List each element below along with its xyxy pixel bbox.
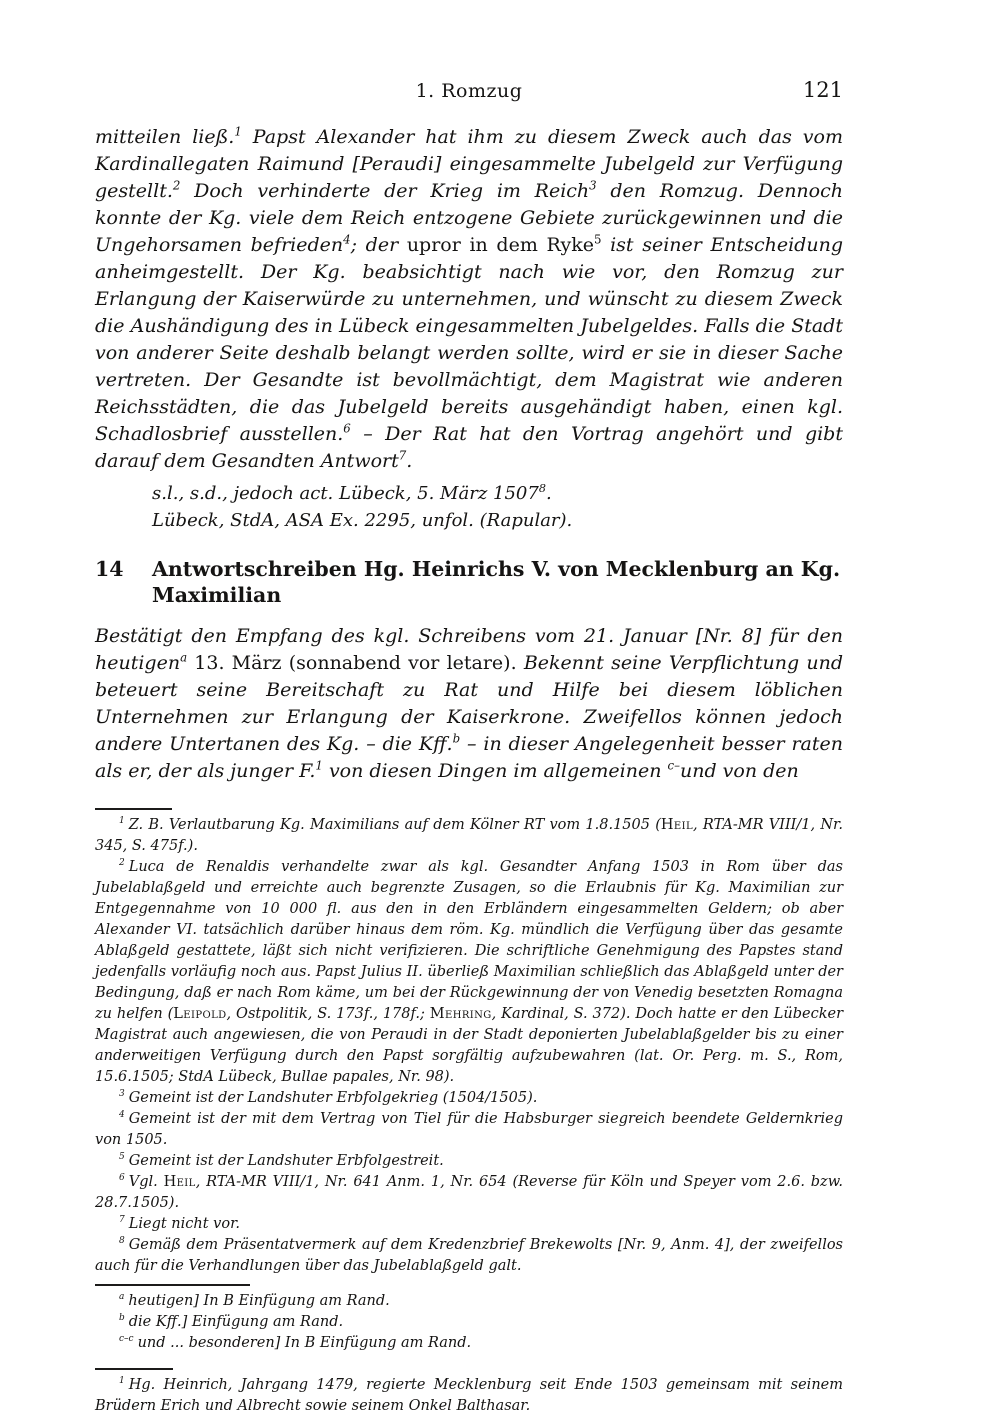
text-segment: ist seiner Entscheidung anheimgestellt. Der Kg. beabsichtigt nach wie vor, den Romzug zur Erlangung der Kaiserwürde zu unternehmen, und wünscht zu diesem Zweck die Aushändigung des in Lübeck eingesammelten Jubelgeldes. Falls die Stadt von anderer Seite deshalb belangt werden sollte, wird er sie in dieser Sache vertreten. Der Gesandte ist bevollmächtigt, dem Magistrat wie anderen Reichsstädten, die das Jubelgeld bereits ausgehändigt haben, einen kgl. Schadlosbrief ausstellen. — [95, 234, 843, 445]
footnote — [95, 857, 843, 1088]
footnote-marker: 2 — [119, 858, 125, 869]
superscript-ref: 6 — [343, 421, 351, 436]
text-segment: Luca de Renaldis verhandelte zwar als kgl. Gesandter Anfang 1503 in Rom über das Jubelablaßgeld und erreichte auch begrenzte Zusagen, so die Erlaubnis für Kg. Maximilian zur Entgegennahme von 10 000 fl. aus den in den Erbländern eingesammelten Geldern; ob aber Alexander VI. tatsächlich darüber hinaus dem röm. Kg. mündlich die Verfügung über das gesamte Ablaßgeld gestattete, läßt sich nicht verifizieren. Die schriftliche Genehmigung des Papstes stand jedenfalls vorläufig noch aus. Papst Julius II. überließ Maximilian schließlich das Ablaßgeld unter der Bedingung, daß er nach Rom käme, um bei der Rückgewinnung der von Venedig besetzten Romagna zu helfen ( — [95, 859, 843, 1022]
text-segment: und von den — [679, 760, 799, 782]
text-segment: , Kardinal, S. 372). Doch hatte er den Lübecker Magistrat auch angewiesen, die von Peraudi in der Stadt deponierten Jubelablaßgelder bis zu einer anderweitigen Verfügung durch den Papst sorgfältig aufzubewahren (lat. Or. Perg. m. S., Rom, 15.6.1505; StdA Lübeck, Bullae papales, Nr. 98). — [95, 1006, 843, 1085]
footnote — [95, 1333, 843, 1354]
footnote-marker: 1 — [119, 1376, 125, 1387]
final-note-separator-rule — [95, 1368, 173, 1370]
text-segment: Bekennt seine Verpflichtung und beteuert seine Bereitschaft zu Rat und Hilfe bei diesem löblichen Unternehmen zur Erlangung der Kaiserkrone. Zweifellos können jedoch andere Untertanen des Kg. – die Kff. — [95, 652, 844, 755]
text-segment: Z. B. Verlautbarung Kg. Maximilians auf dem Kölner RT vom 1.8.1505 ( — [128, 817, 661, 833]
footnote — [95, 1235, 843, 1277]
text-segment: 13. März (sonnabend vor letare). — [187, 652, 524, 674]
entry14-number: 14 — [95, 557, 124, 581]
footnotes-section — [95, 815, 843, 1277]
text-segment: mitteilen ließ. — [95, 126, 235, 148]
footnote-marker: b — [119, 1313, 125, 1324]
footnote — [95, 1291, 843, 1312]
footnote — [95, 1214, 843, 1235]
superscript-ref: 4 — [343, 232, 351, 247]
text-segment: die Kff.] Einfügung am Rand. — [128, 1314, 344, 1330]
text-segment: – Der Rat hat den Vortrag angehört und gibt darauf dem Gesandten Antwort — [95, 423, 843, 472]
footnote-marker: 7 — [119, 1215, 125, 1226]
footnote-marker: 5 — [119, 1152, 125, 1163]
provenance-date-line — [152, 480, 843, 507]
text-segment: Heil — [660, 817, 693, 833]
superscript-ref: 8 — [538, 482, 546, 495]
text-segment: . — [545, 483, 552, 504]
text-segment: , RTA-MR VIII/1, Nr. 641 Anm. 1, Nr. 654 (Reverse für Köln und Speyer vom 2.6. bzw. 28.7.1505). — [95, 1174, 843, 1211]
text-segment: Hg. Heinrich, Jahrgang 1479, regierte Mecklenburg seit Ende 1503 gemeinsam mit seinem Brüdern Erich und Albrecht sowie seinem Onkel Balthasar. — [95, 1377, 843, 1414]
footnote — [95, 1088, 843, 1109]
letter-notes-separator-rule — [95, 1284, 250, 1286]
entry14-heading — [95, 556, 843, 608]
text-segment: ; der — [350, 234, 407, 256]
text-segment: Vgl. — [128, 1174, 164, 1190]
final-note-section — [95, 1375, 843, 1417]
text-segment: den Romzug. Dennoch konnte der Kg. viele dem Reich entzogene Gebiete zurückgewinnen und die Ungehorsamen befrieden — [95, 180, 843, 256]
entry13-provenance — [152, 480, 843, 534]
footnote-marker: c–c — [119, 1334, 134, 1345]
text-segment: – in dieser Angelegenheit besser raten als er, der als junger F. — [95, 733, 843, 782]
entry14-title: Antwortschreiben Hg. Heinrichs V. von Mecklenburg an Kg. Maximilian — [152, 557, 841, 607]
footnote — [95, 1172, 843, 1214]
footnote-marker: 1 — [119, 816, 125, 827]
running-head — [95, 78, 843, 102]
footnote — [95, 1109, 843, 1151]
footnote — [95, 1375, 843, 1417]
page-number: 121 — [802, 78, 843, 102]
text-segment: Bestätigt den Empfang des kgl. Schreibens vom 21. Januar [Nr. 8] für den heutigen — [95, 625, 843, 674]
text-segment: Doch verhinderte der Krieg im Reich — [180, 180, 590, 202]
footnote — [95, 815, 843, 857]
text-segment: Gemeint ist der mit dem Vertrag von Tiel für die Habsburger siegreich beendete Geldernkrieg von 1505. — [95, 1111, 843, 1148]
footnote-marker: 6 — [119, 1173, 125, 1184]
text-segment: und ... besonderen] In B Einfügung am Rand. — [137, 1335, 472, 1351]
entry13-summary — [95, 124, 843, 475]
text-segment: , Ostpolitik, S. 173f., 178f.; — [226, 1006, 430, 1022]
superscript-ref: 3 — [589, 178, 597, 193]
text-segment: upror in dem Ryke — [406, 234, 594, 256]
text-segment: Gemeint ist der Landshuter Erbfolgekrieg (1504/1505). — [128, 1090, 538, 1106]
text-segment: Liegt nicht vor. — [128, 1216, 241, 1232]
footnote-marker: 3 — [119, 1089, 125, 1100]
running-head-title: 1. Romzug — [415, 80, 523, 102]
superscript-ref: 1 — [315, 758, 323, 773]
text-segment: Lübeck, StdA, ASA Ex. 2295, unfol. (Rapular). — [152, 510, 573, 531]
text-segment: . — [406, 450, 413, 472]
superscript-ref: c– — [667, 758, 680, 773]
text-segment: Leipold — [173, 1006, 227, 1022]
provenance-archive-line — [152, 507, 843, 534]
superscript-ref: b — [452, 731, 461, 746]
page-content — [95, 78, 843, 1417]
footnote — [95, 1151, 843, 1172]
text-segment: Mehring — [429, 1006, 492, 1022]
text-segment: heutigen] In B Einfügung am Rand. — [128, 1293, 390, 1309]
text-segment: Gemeint ist der Landshuter Erbfolgestreit. — [128, 1153, 444, 1169]
text-segment: , RTA-MR VIII/1, Nr. 345, S. 475f.). — [95, 817, 843, 854]
entry14-summary — [95, 623, 843, 785]
text-segment: Heil — [163, 1174, 196, 1190]
superscript-ref: 2 — [172, 178, 181, 193]
text-segment: von diesen Dingen im allgemeinen — [322, 760, 668, 782]
superscript-ref: 5 — [593, 232, 602, 247]
footnote-marker: 4 — [119, 1110, 125, 1121]
letter-notes-section — [95, 1291, 843, 1354]
footnote-marker: a — [119, 1292, 125, 1303]
superscript-ref: 1 — [234, 124, 242, 139]
text-segment: Papst Alexander hat ihm zu diesem Zweck auch das vom Kardinallegaten Raimund [Peraudi] eingesammelte Jubelgeld zur Verfügung gestellt. — [95, 126, 843, 202]
superscript-ref: a — [180, 650, 188, 665]
footnote — [95, 1312, 843, 1333]
footnote-separator-rule — [95, 808, 172, 810]
footnote-marker: 8 — [119, 1236, 125, 1247]
text-segment: Gemäß dem Präsentatvermerk auf dem Kredenzbrief Brekewolts [Nr. 9, Anm. 4], der zweifellos auch für die Verhandlungen über das Jubelablaßgeld galt. — [95, 1237, 843, 1274]
superscript-ref: 7 — [398, 448, 407, 463]
text-segment: s.l., s.d., jedoch act. Lübeck, 5. März 1507 — [152, 483, 539, 504]
